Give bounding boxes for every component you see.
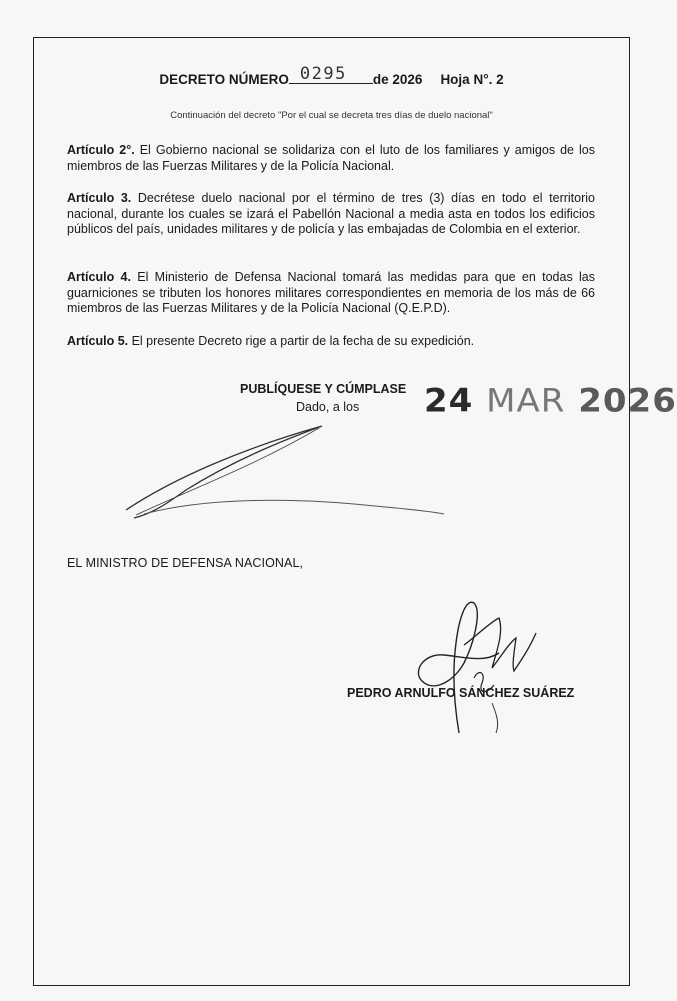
sheet-number: Hoja N°. 2	[440, 72, 504, 87]
date-stamp	[424, 382, 677, 420]
minister-signature	[404, 583, 554, 743]
president-signature	[114, 418, 454, 518]
article-text: Decrétese duelo nacional por el término de tres (3) días en todo el territorio nacional, durante los cuales se izará el Pabellón Nacional a media asta en todos los edificios públicos del país, unidades militares y de policía y las embajadas de Colombia en el exterior.	[67, 191, 596, 237]
article-title: Artículo 5.	[67, 334, 129, 348]
decree-number-line	[289, 64, 373, 84]
minister-title: EL MINISTRO DE DEFENSA NACIONAL,	[67, 556, 304, 570]
stamp-day: 24	[424, 382, 474, 420]
article-3	[67, 191, 595, 238]
article-5	[67, 334, 595, 350]
article-text: El Gobierno nacional se solidariza con el luto de los familiares y amigos de los miembros de las Fuerzas Militares y de la Policía Nacional.	[67, 143, 596, 173]
article-title: Artículo 2°.	[67, 143, 135, 157]
article-title: Artículo 4.	[67, 270, 131, 284]
document-frame	[33, 37, 677, 986]
decree-header	[34, 64, 629, 87]
decree-subtitle: Continuación del decreto "Por el cual se decreta tres días de duelo nacional"	[170, 110, 493, 121]
article-4	[67, 270, 595, 317]
article-text: El Ministerio de Defensa Nacional tomará las medidas para que en todas las guarniciones se tributen los honores militares correspondientes en memoria de los más de 66 miembros de las Fuerzas Militares y de la Policía Nacional (Q.E.P.D).	[67, 270, 595, 316]
decree-label: DECRETO NÚMERO	[159, 72, 289, 87]
article-text: El presente Decreto rige a partir de la fecha de su expedición.	[128, 334, 475, 348]
stamp-month: MAR	[486, 382, 566, 420]
given-line: Dado, a los	[296, 400, 360, 414]
decree-number: 0295	[299, 64, 347, 84]
signer-name: PEDRO ARNULFO SÁNCHEZ SUÁREZ	[347, 686, 575, 700]
publish-line: PUBLÍQUESE Y CÚMPLASE	[240, 382, 407, 396]
decree-year: de 2026	[372, 72, 423, 87]
article-2	[67, 143, 595, 174]
stamp-year: 2026	[578, 382, 677, 420]
article-title: Artículo 3.	[67, 191, 132, 205]
